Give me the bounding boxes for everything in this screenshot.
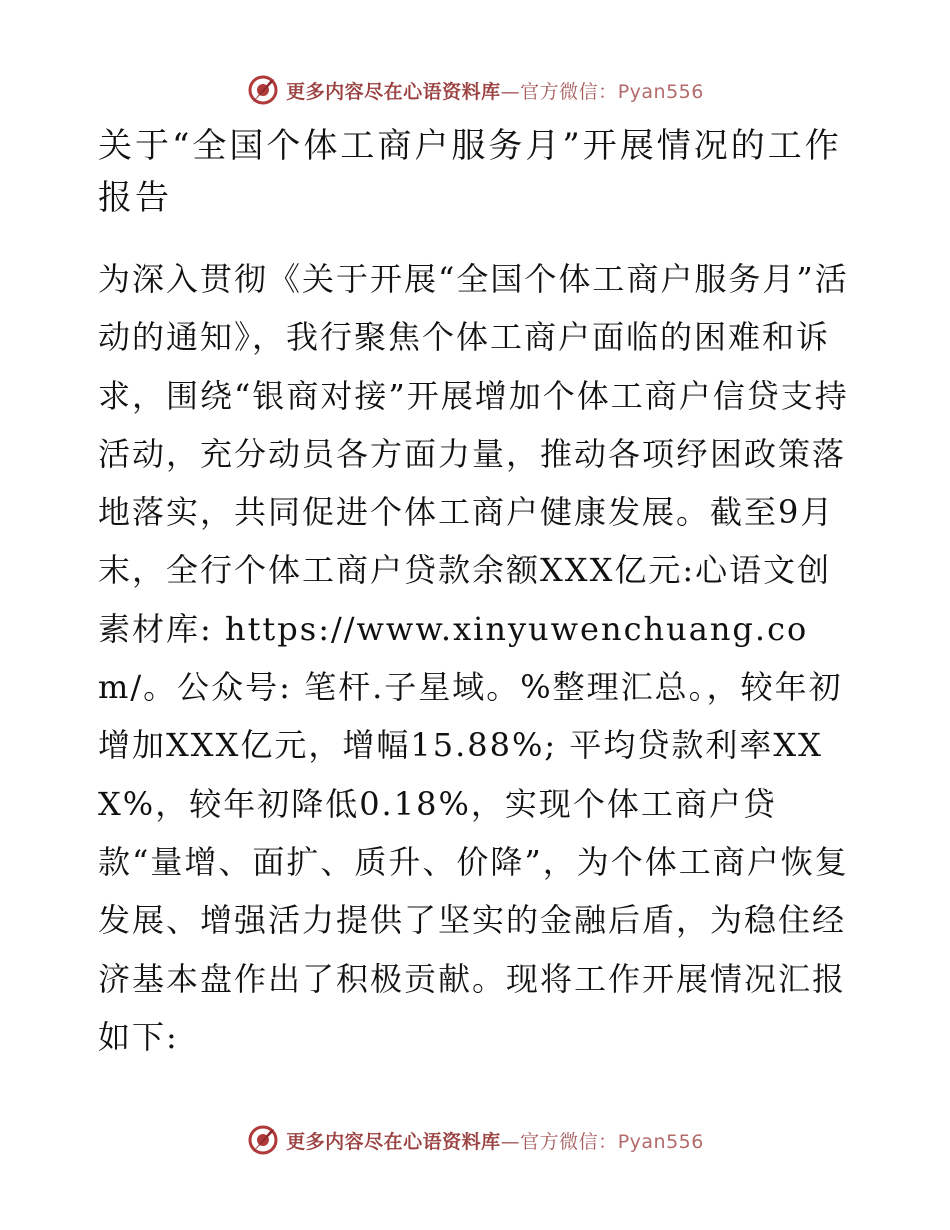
watermark-text: [286, 77, 704, 104]
document-title: 关于“全国个体工商户服务月”开展情况的工作报告: [98, 126, 842, 218]
quill-logo-icon: [246, 1123, 280, 1157]
watermark-contact-label: 官方微信：: [520, 80, 618, 103]
watermark-separator: —: [500, 80, 521, 103]
watermark-main-text: 更多内容尽在心语资料库: [286, 80, 501, 103]
watermark-separator: —: [500, 1130, 521, 1153]
watermark-contact-label: 官方微信：: [520, 1130, 618, 1153]
quill-logo-icon: [246, 73, 280, 107]
watermark-contact-id: Pyan556: [617, 1130, 704, 1153]
watermark-contact-id: Pyan556: [617, 80, 704, 103]
watermark-main-text: 更多内容尽在心语资料库: [286, 1130, 501, 1153]
watermark-text: [286, 1127, 704, 1154]
header-watermark: [0, 70, 950, 110]
footer-watermark: [0, 1120, 950, 1160]
document-paragraph: 为深入贯彻《关于开展“全国个体工商户服务月”活动的通知》，我行聚焦个体工商户面临的困难和诉求，围绕“银商对接”开展增加个体工商户信贷支持活动，充分动员各方面力量，推动各项纾困政策落地落实，共同促进个体工商户健康发展。截至9月末，全行个体工商户贷款余额XXX亿元:心语文创素材库: https://www.xinyuwenchuang.com/。公众号: 笔杆.子星域。%整理汇总。，较年初增加XXX亿元，增幅15.88%; 平均贷款利率XXX%，较年初降低0.18%，实现个体工商户贷款“量增、面扩、质升、价降”，为个体工商户恢复发展、增强活力提供了坚实的金融后盾，为稳住经济基本盘作出了积极贡献。现将工作开展情况汇报如下:: [98, 260, 849, 1056]
